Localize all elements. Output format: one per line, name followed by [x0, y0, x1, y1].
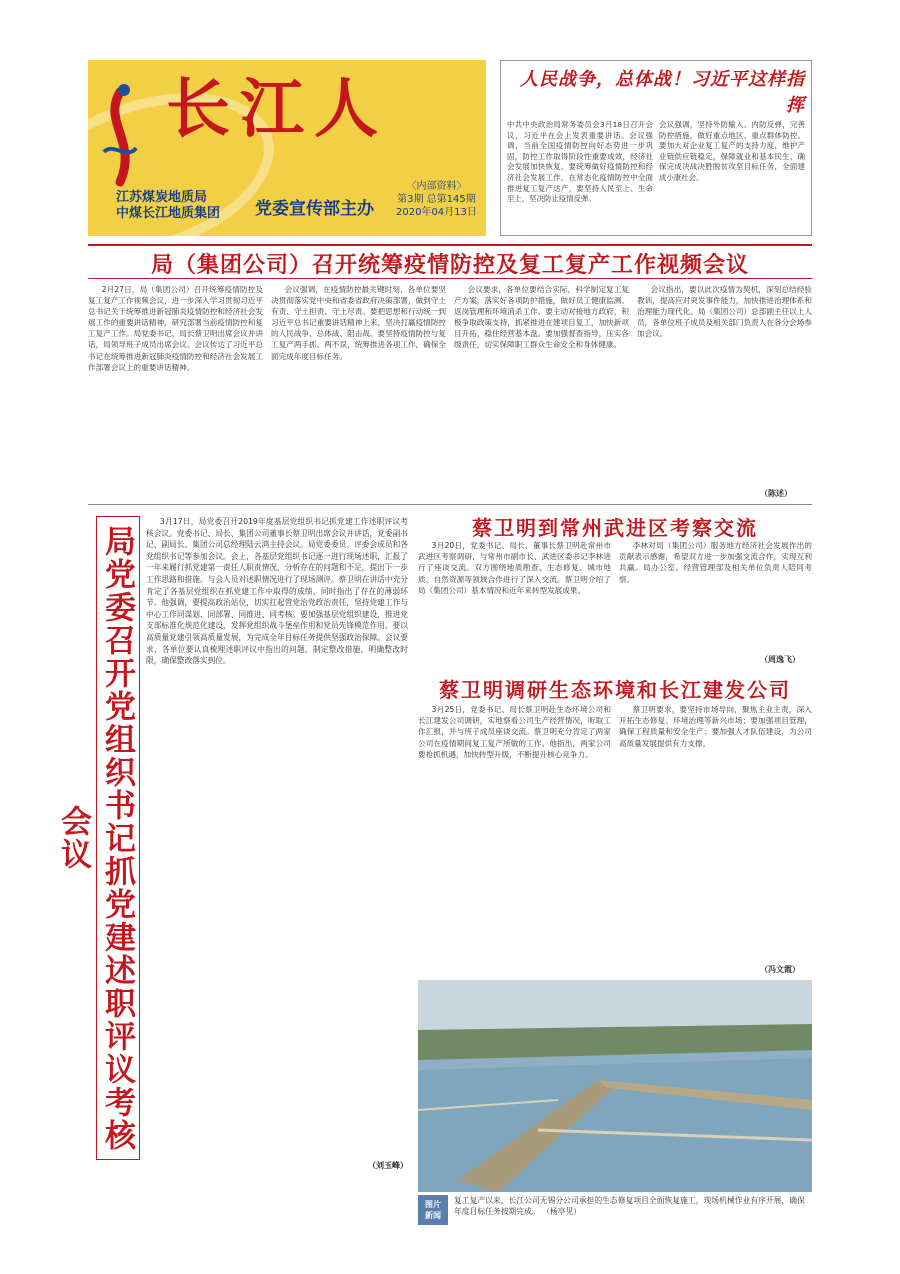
yangtze-logo-icon	[98, 82, 142, 198]
caption-text	[454, 1195, 812, 1217]
article-1-col-2: 会议强调，在疫情防控最关键时刻，各单位要坚决贯彻落实党中央和省委省政府决策部署，做到守土有责、守土担责、守土尽责。要把思想和行动统一到习近平总书记重要讲话精神上来，坚决打赢疫情防控的人民战争、总体战、阻击战。要坚持疫情防控与复工复产两手抓、两不误，统筹推进各项工作，确保全面完成年度目标任务。	[271, 285, 446, 361]
article-1-col-1: 2月27日，局（集团公司）召开统筹疫情防控及复工复产工作视频会议，进一步深入学习贯彻习近平总书记关于统筹推进新冠肺炎疫情防控和经济社会发展工作的重要讲话精神，研究部署当前疫情防控和复工复产工作。局党委书记、局长蔡卫明出席会议并讲话，局领导班子成员出席会议。会议传达了习近平总书记在统筹推进新冠肺炎疫情防控和经济社会发展工作部署会议上的重要讲话精神。	[88, 285, 263, 372]
article-3-col-2: 李林对局（集团公司）服务地方经济社会发展作出的贡献表示感谢，希望双方进一步加强交流合作，实现互利共赢。局办公室、经营管理部及相关单位负责人陪同考察。	[619, 541, 812, 584]
newspaper-title: 长江人	[166, 72, 388, 147]
article-1-col-4: 会议指出，要以此次疫情为契机，深刻总结经验教训，提高应对突发事件能力，加快推进治理体系和治理能力现代化。局（集团公司）总部副主任以上人员，各单位班子成员及相关部门负责人在各分会场参加会议。	[637, 285, 812, 339]
news-photo	[418, 980, 812, 1192]
issue-date: 2020年04月13日	[396, 207, 477, 218]
article-2-body: 3月17日，局党委召开2019年度基层党组织书记抓党建工作述职评议考核会议。党委书记、局长、集团公司董事长蔡卫明出席会议并讲话，党委副书记、副局长、集团公司总经理陆云鸿主持会议。局党委委员、评委会成员和各党组织书记等参加会议。会上，各基层党组织书记逐一进行现场述职，汇报了一年来履行抓党建第一责任人职责情况，分析存在的问题和不足，提出下一步工作思路和措施。与会人员对述职情况进行了现场测评。蔡卫明在讲话中充分肯定了各基层党组织在抓党建工作中取得的成绩，同时指出了存在的薄弱环节。他强调，要提高政治站位，切实扛起管党治党政治责任，坚持党建工作与中心工作同谋划、同部署、同推进、同考核。要加强基层党组织建设，推进党支部标准化规范化建设，发挥党组织战斗堡垒作用和党员先锋模范作用。要以高质量党建引领高质量发展，为完成全年目标任务提供坚强政治保障。会议要求，各单位要认真梳理述职评议中指出的问题，制定整改措施，明确整改时限，确保整改落实到位。	[146, 517, 408, 666]
aerial-lake-photo	[418, 980, 812, 1192]
article-1-byline: （陈述）	[760, 489, 792, 498]
org-line-1: 江苏煤炭地质局	[116, 190, 208, 205]
divider	[88, 244, 812, 246]
article-1-col-3: 会议要求，各单位要结合实际，科学制定复工复产方案，落实好各项防护措施，做好员工健康监测、返岗管理和环境消杀工作。要主动对接地方政府，积极争取政策支持，抓紧推进在建项目复工，加快新项目开拓，稳住经营基本盘。要加强督查指导，压实各级责任，切实保障职工群众生命安全和身体健康。	[454, 285, 629, 350]
internal-label: 〈内部资料〉	[406, 181, 467, 192]
issue-info	[396, 180, 477, 219]
publisher-org	[116, 190, 220, 222]
article-2-headline: 局党委召开党组织书记抓党建述职评议考核会议	[96, 516, 140, 1160]
badge-line-1: 图片	[425, 1200, 441, 1209]
article-4-col-1: 3月25日，党委书记、局长蔡卫明赴生态环境公司和长江建发公司调研，实地察看公司生产经营情况，听取工作汇报，并与班子成员座谈交流。蔡卫明充分肯定了两家公司在疫情期间复工复产所做的工作。他指出，两家公司要抢抓机遇，加快转型升级，不断提升核心竞争力。	[418, 705, 611, 759]
top-box-col-2: 会议强调，坚持外防输入、内防反弹，完善防控措施，做好重点地区、重点群体防控。要加大对企业复工复产的支持力度，维护产业链供应链稳定，保障就业和基本民生，确保完成决战决胜脱贫攻坚目标任务，全面建成小康社会。	[659, 120, 805, 182]
article-1-body	[88, 284, 812, 500]
article-2-byline: （刘玉峰）	[368, 1161, 408, 1170]
article-4-body	[418, 704, 812, 962]
article-4-headline: 蔡卫明调研生态环境和长江建发公司	[439, 678, 791, 702]
article-1-headline: 局（集团公司）召开统筹疫情防控及复工复产工作视频会议	[150, 253, 749, 278]
org-line-2: 中煤长江地质集团	[116, 206, 221, 221]
issue-number: 第3期 总第145期	[397, 194, 476, 205]
divider	[88, 504, 812, 505]
article-3-body	[418, 540, 812, 652]
top-news-box	[500, 60, 812, 236]
badge-line-2: 新闻	[425, 1211, 441, 1220]
article-3-byline: （周逸飞）	[760, 655, 800, 664]
photo-news-badge	[418, 1195, 448, 1225]
slogan-headline: 人民战争，总体战！习近平这样指挥	[520, 69, 805, 116]
article-3-headline: 蔡卫明到常州武进区考察交流	[472, 516, 758, 540]
article-4-col-2: 蔡卫明要求，要坚持市场导向，聚焦主业主责，深入开拓生态修复、环境治理等新兴市场；要加强项目管理，确保工程质量和安全生产；要加强人才队伍建设，为公司高质量发展提供有力支撑。	[619, 705, 812, 748]
divider	[88, 278, 812, 279]
photo-caption	[418, 1192, 812, 1228]
article-3-col-1: 3月20日，党委书记、局长、董事长蔡卫明赴常州市武进区考察调研，与常州市副市长、武进区委书记李林进行了座谈交流。双方围绕地质勘查、生态修复、城市地质、自然资源等领域合作进行了深入交流。蔡卫明介绍了局（集团公司）基本情况和近年来转型发展成果。	[418, 541, 611, 595]
article-4-byline: （冯文霞）	[760, 965, 800, 974]
caption-credit: （杨亭见）	[542, 1207, 582, 1216]
caption-body: 复工复产以来，长江公司无锡分公司承担的生态修复项目全面恢复施工，现场机械作业有序开展，确保年度目标任务按期完成。	[454, 1196, 805, 1216]
sponsor-department: 党委宣传部主办	[255, 199, 374, 219]
top-box-col-1: 中共中央政治局常务委员会3月18日召开会议，习近平在会上发表重要讲话。会议强调，当前全国疫情防控向好态势进一步巩固，防控工作取得阶段性重要成效，经济社会发展加快恢复。要统筹做好疫情防控和经济社会发展工作，在常态化疫情防控中全面推进复工复产达产，要坚持人民至上、生命至上，坚决防止疫情反弹。	[507, 120, 653, 204]
